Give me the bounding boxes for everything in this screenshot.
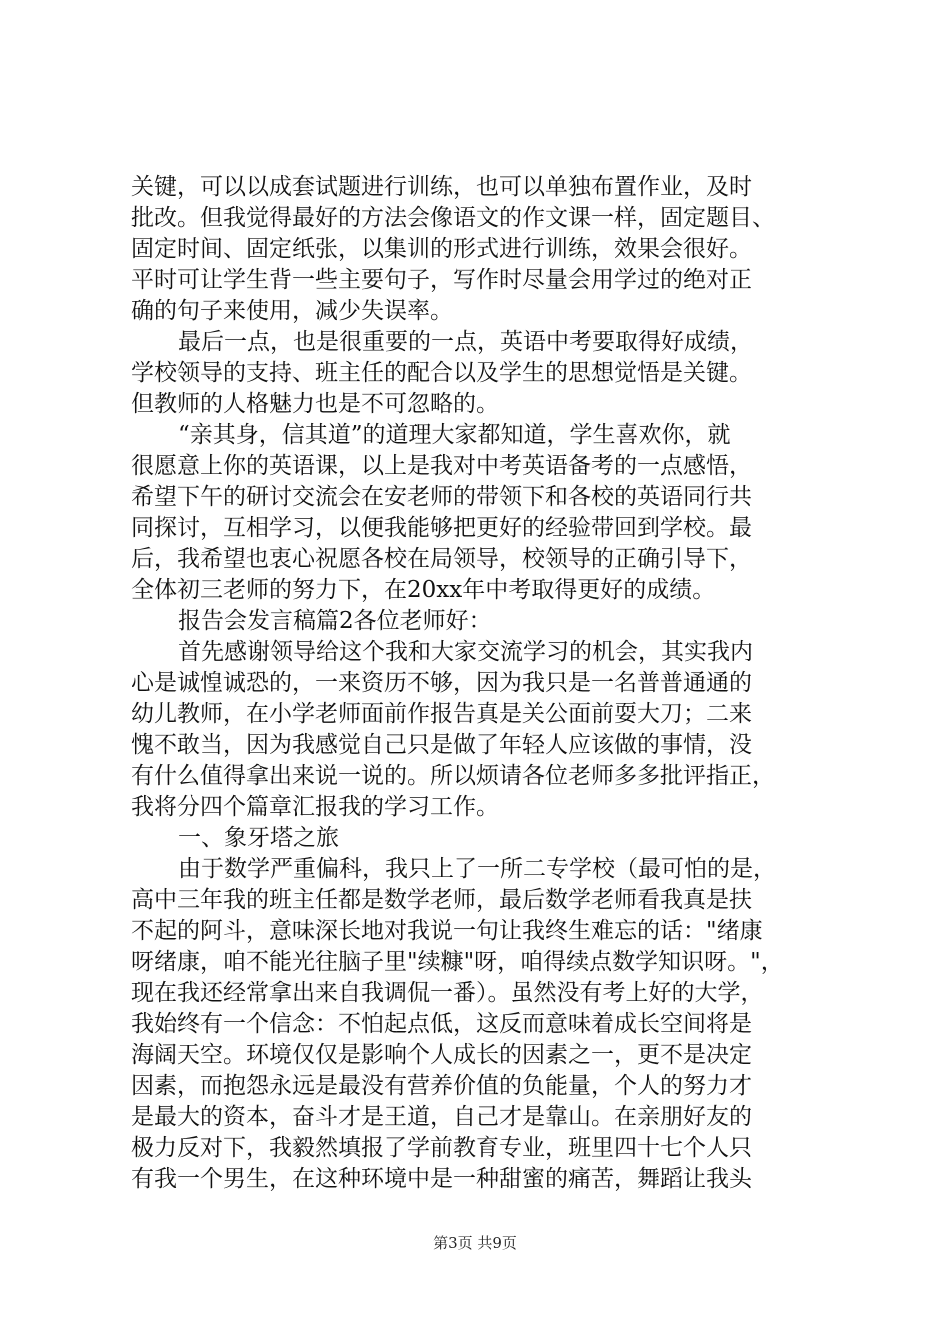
text-line: 但教师的人格魅力也是不可忽略的。 — [131, 391, 499, 417]
text-line: 固定时间、固定纸张，以集训的形式进行训练，效果会很好。 — [131, 236, 752, 262]
text-line: 是最大的资本，奋斗才是王道，自己才是靠山。在亲朋好友的 — [131, 1104, 752, 1130]
text-line: 不起的阿斗，意味深长地对我说一句让我终生难忘的话："绪康 — [131, 918, 763, 944]
text-line: 确的句子来使用，减少失误率。 — [131, 298, 453, 324]
text-line: 希望下午的研讨交流会在安老师的带领下和各校的英语同行共 — [131, 484, 752, 510]
text-line: 由于数学严重偏科，我只上了一所二专学校（最可怕的是， — [178, 856, 776, 882]
text-line: 平时可让学生背一些主要句子，写作时尽量会用学过的绝对正 — [131, 267, 752, 293]
text-line: 全体初三老师的努力下，在20xx年中考取得更好的成绩。 — [131, 577, 716, 603]
text-line: “亲其身，信其道”的道理大家都知道，学生喜欢你，就 — [178, 422, 731, 448]
text-line: 我始终有一个信念：不怕起点低，这反而意味着成长空间将是 — [131, 1011, 752, 1037]
text-line: 心是诚惶诚恐的，一来资历不够，因为我只是一名普普通通的 — [131, 670, 752, 696]
text-line: 幼儿教师，在小学老师面前作报告真是关公面前耍大刀；二来 — [131, 701, 752, 727]
text-line: 学校领导的支持、班主任的配合以及学生的思想觉悟是关键。 — [131, 360, 752, 386]
text-line: 极力反对下，我毅然填报了学前教育专业，班里四十七个人只 — [131, 1135, 752, 1161]
text-line: 愧不敢当，因为我感觉自己只是做了年轻人应该做的事情，没 — [131, 732, 752, 758]
text-line: 现在我还经常拿出来自我调侃一番）。虽然没有考上好的大学， — [131, 980, 764, 1006]
text-line: 有什么值得拿出来说一说的。所以烦请各位老师多多批评指正， — [131, 763, 775, 789]
text-line: 一、象牙塔之旅 — [178, 825, 339, 851]
text-line: 海阔天空。环境仅仅是影响个人成长的因素之一，更不是决定 — [131, 1042, 752, 1068]
text-line: 批改。但我觉得最好的方法会像语文的作文课一样，固定题目、 — [131, 205, 775, 231]
text-line: 我将分四个篇章汇报我的学习工作。 — [131, 794, 499, 820]
text-line: 首先感谢领导给这个我和大家交流学习的机会，其实我内 — [178, 639, 753, 665]
document-body — [131, 172, 831, 1195]
text-line: 因素，而抱怨永远是最没有营养价值的负能量，个人的努力才 — [131, 1073, 752, 1099]
text-line: 有我一个男生，在这种环境中是一种甜蜜的痛苦，舞蹈让我头 — [131, 1166, 752, 1192]
text-line: 报告会发言稿篇2各位老师好： — [178, 608, 492, 634]
text-line: 同探讨，互相学习，以便我能够把更好的经验带回到学校。最 — [131, 515, 752, 541]
text-line: 后，我希望也衷心祝愿各校在局领导，校领导的正确引导下， — [131, 546, 752, 572]
page-footer: 第3页 共9页 — [433, 1234, 517, 1252]
text-line: 最后一点，也是很重要的一点，英语中考要取得好成绩， — [178, 329, 753, 355]
text-line: 呀绪康，咱不能光往脑子里"续糠"呀，咱得续点数学知识呀。"， — [131, 949, 784, 975]
text-line: 很愿意上你的英语课，以上是我对中考英语备考的一点感悟， — [131, 453, 752, 479]
text-line: 高中三年我的班主任都是数学老师，最后数学老师看我真是扶 — [131, 887, 752, 913]
text-line: 关键，可以以成套试题进行训练，也可以单独布置作业，及时 — [131, 174, 752, 200]
